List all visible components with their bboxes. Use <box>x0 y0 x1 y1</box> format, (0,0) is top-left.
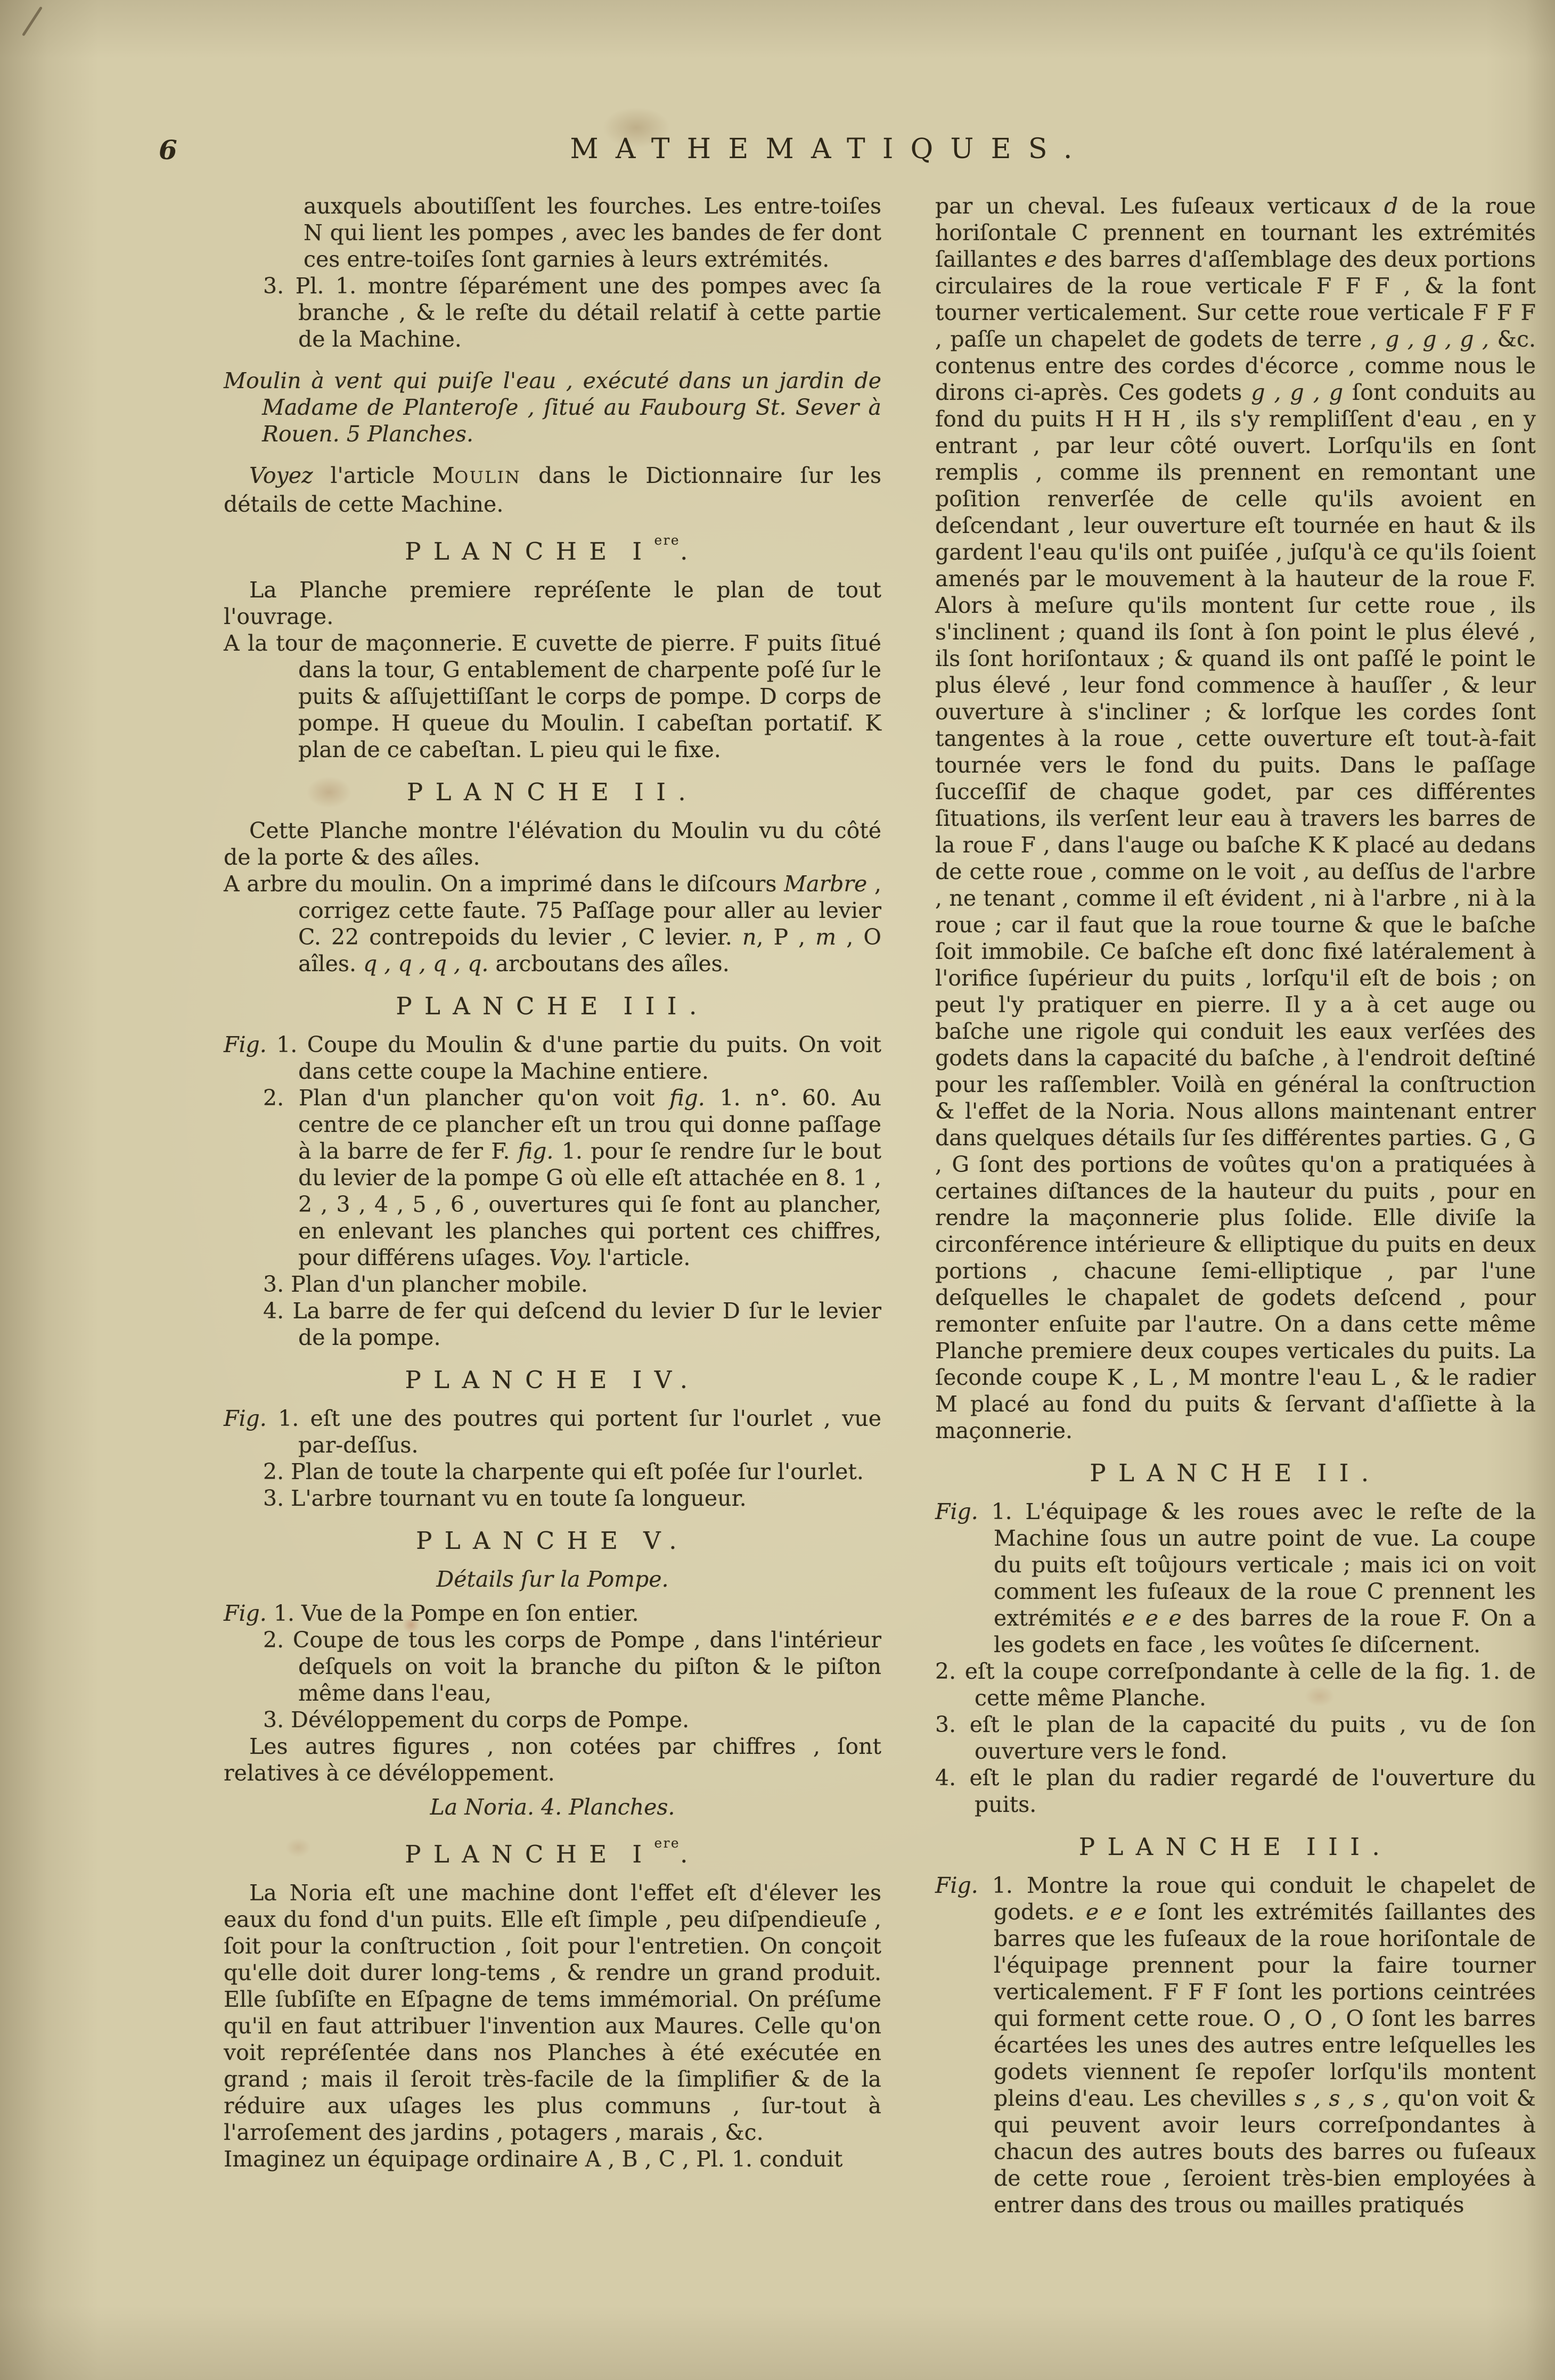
running-title: MATHEMATIQUES. <box>570 133 1090 165</box>
article-title: Moulin à vent qui puiſe l'eau , exécuté dans un jardin de Madame de Planteroſe , ſitué au Faubourg St. Sever à Rouen. 5 Planches. <box>224 368 881 447</box>
paragraph: par un cheval. Les fuſeaux verticaux d de la roue horiſontale C prennent en tournant les extrémités ſaillantes e des barres d'aſſemblage des deux portions circulaires de la roue verticale F F F , & la font tourner verticalement. Sur cette roue verticale F F F , paſſe un chapelet de godets de terre , g , g , g , &c. contenus entre des cordes d'écorce , comme nous le dirons ci-après. Ces godets g , g , g ſont conduits au fond du puits H H H , ils s'y rempliſſent d'eau , en y entrant , par leur côté ouvert. Lorſqu'ils en ſont remplis , comme ils prennent en remontant une poſition renverſée de celle qu'ils avoient en deſcendant , leur ouverture eſt tournée en haut & ils gardent l'eau qu'ils ont puiſée , juſqu'à ce qu'ils ſoient amenés par le mouvement à la hauteur de la roue F. Alors à meſure qu'ils montent ſur cette roue , ils s'inclinent ; quand ils ſont à ſon point le plus élevé , ils ſont horiſontaux ; & quand ils ont paſſé le point le plus élevé , leur fond commence à hauſſer , & leur ouverture à s'incliner ; & lorſque les cordes ſont tangentes à la roue , cette ouverture eſt tout-à-fait tournée vers le fond du puits. Dans le paſſage ſucceſſif de chaque godet, par ces différentes ſituations, ils verſent leur eau à travers les barres de la roue F , dans l'auge ou baſche K K placé au dedans de cette roue , comme on le voit , au deſſus de l'arbre , ne tenant , comme il eſt évident , ni à l'arbre , ni à la roue ; car il faut que la roue tourne & que le baſche ſoit immobile. Ce baſche eſt donc fixé latéralement à l'orifice ſupérieur du puits , lorſqu'il eſt de bois ; on peut l'y pratiquer en pierre. Il y a à cet auge ou baſche une rigole qui conduit les eaux verſées des godets dans la capacité du baſche , à l'endroit deſtiné pour les raſſembler. Voilà en général la conſtruction & l'effet de la Noria. Nous allons maintenant entrer dans quelques détails ſur ſes différentes parties. G , G , G ſont des portions de voûtes qu'on a pratiquées à certaines diſtances de la hauteur du puits , pour en rendre la maçonnerie plus ſolide. Elle diviſe la circonférence intérieure & elliptique du puits en deux portions , chacune ſemi-elliptique , par l'une deſquelles le chapalet de godets deſcend , pour remonter enſuite par l'autre. On a dans cette même Planche premiere deux coupes verticales du puits. La ſeconde coupe K , L , M montre l'eau L , & le radier M placé au fond du puits & ſervant d'aſſiette à la maçonnerie. <box>935 193 1536 1443</box>
numbered-entry: 4. eſt le plan du radier regardé de l'ouverture du puits. <box>935 1765 1536 1817</box>
planche-heading: PLANCHE Iere. <box>405 532 700 565</box>
figure-entry: Fig. 1. Coupe du Moulin & d'une partie du puits. On voit dans cette coupe la Machine entiere. <box>224 1032 881 1084</box>
numbered-entry: 3. Pl. 1. montre ſéparément une des pompes avec ſa branche , & le reſte du détail relatif à cette partie de la Machine. <box>263 273 881 352</box>
numbered-entry: 3. Dévéloppement du corps de Pompe. <box>263 1707 690 1733</box>
figure-entry: Fig. 1. eſt une des poutres qui portent ſur l'ourlet , vue par-deſſus. <box>224 1406 881 1458</box>
planche-heading: PLANCHE II. <box>406 778 699 806</box>
page-number: 6 <box>159 134 177 166</box>
planche-heading: PLANCHE II. <box>1090 1459 1381 1487</box>
planche-heading: PLANCHE III. <box>1078 1833 1393 1861</box>
figure-entry: Fig. 1. Vue de la Pompe en ſon entier. <box>224 1601 639 1626</box>
planche-heading: PLANCHE IV. <box>405 1366 700 1394</box>
left-column <box>224 193 881 2172</box>
numbered-entry: 3. eſt le plan de la capacité du puits , vu de ſon ouverture vers le fond. <box>935 1712 1536 1764</box>
planche-heading: PLANCHE Iere. <box>405 1835 700 1868</box>
paragraph: Les autres figures , non cotées par chiffres , ſont relatives à ce dévéloppement. <box>224 1734 881 1786</box>
section-subtitle: Détails ſur la Pompe. <box>436 1566 669 1592</box>
paragraph: Imaginez un équipage ordinaire A , B , C , Pl. 1. conduit <box>224 2146 843 2172</box>
right-column <box>935 193 1536 2218</box>
section-subtitle: La Noria. 4. Planches. <box>430 1794 675 1820</box>
numbered-entry: 2. eſt la coupe correſpondante à celle de la fig. 1. de cette même Planche. <box>935 1659 1536 1711</box>
paragraph: La Planche premiere repréſente le plan de tout l'ouvrage. <box>224 577 881 629</box>
numbered-entry: 2. Plan d'un plancher qu'on voit fig. 1. n°. 60. Au centre de ce plancher eſt un trou qui donne paſſage à la barre de fer F. fig. 1. pour ſe rendre ſur le bout du levier de la pompe G où elle eſt attachée en 8. 1 , 2 , 3 , 4 , 5 , 6 , ouvertures qui ſe font au plancher, en enlevant les planches qui portent ces chiffres, pour différens uſages. Voy. l'article. <box>263 1085 881 1270</box>
numbered-entry: 2. Coupe de tous les corps de Pompe , dans l'intérieur deſquels on voit la branche du piſton & le piſton même dans l'eau, <box>263 1627 881 1706</box>
paragraph: auxquels aboutiſſent les fourches. Les entre-toiſes N qui lient les pompes , avec les bandes de fer dont ces entre-toiſes ſont garnies à leurs extrémités. <box>304 193 881 272</box>
paragraph: Voyez l'article MOULIN dans le Dictionnaire ſur les détails de cette Machine. <box>224 463 881 517</box>
figure-entry: Fig. 1. L'équipage & les roues avec le reſte de la Machine ſous un autre point de vue. La coupe du puits eſt toûjours verticale ; mais ici on voit comment les fuſeaux de la roue C prennent les extrémités e e e des barres de la roue F. On a les godets en face , les voûtes ſe diſcernent. <box>935 1499 1536 1657</box>
numbered-entry: 2. Plan de toute la charpente qui eſt poſée ſur l'ourlet. <box>263 1459 864 1484</box>
paragraph: Cette Planche montre l'élévation du Moulin vu du côté de la porte & des aîles. <box>224 818 881 870</box>
planche-heading: PLANCHE V. <box>416 1527 689 1555</box>
paragraph: La Noria eſt une machine dont l'effet eſt d'élever les eaux du fond d'un puits. Elle eſt ſimple , peu diſpendieuſe , ſoit pour la conſtruction , ſoit pour l'entretien. On conçoit qu'elle doit durer long-tems , & rendre un grand produit. Elle ſubſiſte en Eſpagne de tems immémorial. On préſume qu'il en faut attribuer l'invention aux Maures. Celle qu'on voit repréſentée dans nos Planches à été exécutée en grand ; mais il ſeroit très-facile de la ſimplifier & de la réduire aux uſages les plus communs , ſur-tout à l'arroſement des jardins , potagers , marais , &c. <box>224 1880 881 2145</box>
numbered-entry: 3. Plan d'un plancher mobile. <box>263 1271 588 1297</box>
planche-heading: PLANCHE III. <box>396 992 709 1020</box>
paragraph: A arbre du moulin. On a imprimé dans le diſcours Marbre , corrigez cette faute. 75 Paſſage pour aller au levier C. 22 contrepoids du levier , C levier. n, P , m , O aîles. q , q , q , q. arcboutans des aîles. <box>224 871 881 976</box>
ink-mark <box>22 6 43 36</box>
figure-entry: Fig. 1. Montre la roue qui conduit le chapelet de godets. e e e ſont les extrémités ſaillantes des barres que les fuſeaux de la roue horiſontale de l'équipage prennent pour la faire tourner verticalement. F F F ſont les portions ceintrées qui forment cette roue. O , O , O ſont les barres écartées les unes des autres entre leſquelles les godets viennent ſe repoſer lorſqu'ils montent pleins d'eau. Les chevilles s , s , s , qu'on voit & qui peuvent avoir leurs correſpondantes à chacun des autres bouts des barres ou fuſeaux de cette roue , ſeroient très-bien employées à entrer dans des trous ou mailles pratiqués <box>935 1873 1536 2218</box>
paragraph: A la tour de maçonnerie. E cuvette de pierre. F puits ſitué dans la tour, G entablement de charpente poſé ſur le puits & aſſujettiſſant le corps de pompe. D corps de pompe. H queue du Moulin. I cabeſtan portatif. K plan de ce cabeſtan. L pieu qui le fixe. <box>224 630 881 762</box>
numbered-entry: 4. La barre de fer qui deſcend du levier D ſur le levier de la pompe. <box>263 1298 881 1350</box>
numbered-entry: 3. L'arbre tournant vu en toute ſa longueur. <box>263 1486 747 1511</box>
